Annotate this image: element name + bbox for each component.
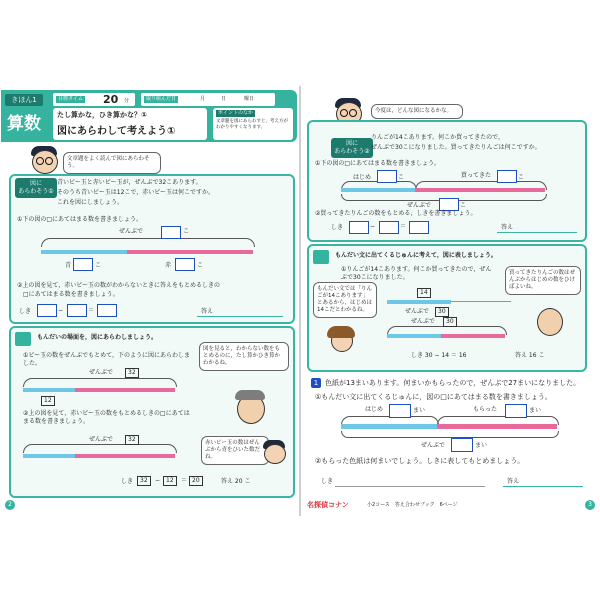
r-s2-zenbu: ぜんぶで bbox=[405, 308, 430, 315]
shiki1-blank-a[interactable] bbox=[37, 304, 57, 317]
intro-bubble: 文章題をよく読んで図にあらわそう。 bbox=[63, 152, 161, 174]
total-unit: こ bbox=[183, 228, 190, 235]
r-s2b-pink-bar bbox=[441, 334, 505, 338]
r-s2-val-14: 14 bbox=[417, 288, 431, 298]
total-label: ぜんぶで bbox=[119, 228, 144, 235]
ex-zenbu-blank[interactable] bbox=[451, 438, 473, 452]
pink-bar bbox=[127, 250, 253, 254]
time-label: 目標タイム bbox=[58, 96, 83, 102]
ans-text-left: 答え 20 こ bbox=[221, 478, 251, 485]
r-katta-blank[interactable] bbox=[497, 170, 517, 183]
professor-avatar-right bbox=[537, 308, 563, 336]
r-problem-line1: りんごが14こあります。何こか買ってきたので， bbox=[371, 134, 505, 141]
time-value: 20 bbox=[103, 93, 119, 106]
house-icon-2 bbox=[313, 250, 329, 264]
shiki2-val-32: 32 bbox=[137, 476, 151, 486]
ex-answer-line bbox=[503, 486, 583, 487]
r-answer-line-1 bbox=[497, 232, 577, 233]
q1-text: ①下の図の□にあてはまる数を書きましょう。 bbox=[17, 216, 143, 223]
zu-tag-2: 図に あらわそう② bbox=[331, 138, 373, 158]
minus-1: − bbox=[58, 307, 64, 314]
side-bubble: 今度は，どんな図になるかな。 bbox=[371, 104, 463, 119]
ex-moratta-blank[interactable] bbox=[505, 404, 527, 418]
date-weekday: 曜日 bbox=[244, 96, 255, 102]
ao-blank[interactable] bbox=[73, 258, 93, 271]
s2b-blue-bar bbox=[23, 454, 75, 458]
r-blue-bar bbox=[341, 188, 415, 192]
r-hajime-blank[interactable] bbox=[377, 170, 397, 183]
conan-glasses-right bbox=[45, 157, 53, 165]
section2-bubble-right: 図を見ると，わからない数をもとめるのに，たし算かひき算かわかるね。 bbox=[199, 342, 289, 371]
s2-total-brace bbox=[23, 378, 177, 387]
section2-bubble-bottom: 赤いビー玉の数はぜんぶから青をひいた数だね。 bbox=[201, 436, 269, 465]
lesson-title-line2: 図にあらわして考えよう① bbox=[57, 126, 176, 137]
total-brace bbox=[41, 238, 255, 247]
r-s2-line bbox=[451, 301, 511, 302]
ex-blue-bar bbox=[341, 424, 437, 429]
problem1-line1: 青いビー玉と赤いビー玉が，ぜんぶで32こあります。 bbox=[57, 179, 202, 186]
shiki2-val-12: 12 bbox=[163, 476, 177, 486]
unit-tag: きほん1 bbox=[5, 94, 43, 106]
ex-bottom-brace bbox=[341, 431, 559, 438]
exercise-q2: ②もらった色紙は何まいでしょう。しきに表してもとめましょう。 bbox=[315, 457, 525, 465]
r-zenbu-unit: こ bbox=[460, 202, 467, 209]
r-shiki-blank-c[interactable] bbox=[409, 221, 429, 234]
r-pink-bar bbox=[415, 188, 545, 192]
point-text: 文章題を図にあらわすと，考え方がわかりやすくなります。 bbox=[216, 119, 288, 130]
shiki1-blank-b[interactable] bbox=[67, 304, 87, 317]
section2-q1: ①ビー玉の数をぜんぶでもとめて，下のように図にあらわしました。 bbox=[23, 352, 191, 367]
girl-hair bbox=[327, 326, 355, 338]
s2b-pink-bar bbox=[75, 454, 175, 458]
shiki2-equals: ＝ bbox=[181, 477, 188, 484]
r-shiki-blank-b[interactable] bbox=[379, 221, 399, 234]
r-shiki-label: しき bbox=[331, 224, 344, 231]
footer-brand: 名探偵コナン bbox=[307, 501, 349, 509]
q2-line1: ②上の図を見て，赤いビー玉の数がわからないときに答えをもとめるしきの bbox=[17, 282, 221, 289]
exercise-number: 1 bbox=[311, 378, 321, 388]
aka-label: 赤 bbox=[165, 262, 172, 269]
conan-glasses-left bbox=[36, 157, 44, 165]
total-blank[interactable] bbox=[161, 226, 181, 239]
q2-line2: □にあてはまる数を書きましょう。 bbox=[23, 291, 119, 298]
r-shiki-blank-a[interactable] bbox=[349, 221, 369, 234]
aka-unit: こ bbox=[197, 262, 204, 269]
book-spread bbox=[0, 86, 600, 516]
conan-glasses-right-l bbox=[340, 109, 348, 117]
page-number-right: 3 bbox=[585, 500, 595, 510]
point-label: ポイントのなか bbox=[218, 110, 254, 116]
ex-pink-bar bbox=[437, 424, 557, 429]
ex-hajime-unit: まい bbox=[413, 407, 426, 414]
r-s2-blue-bar bbox=[387, 300, 451, 304]
s2-total-label: ぜんぶで bbox=[89, 369, 114, 376]
r-hajime-label: はじめ bbox=[353, 174, 372, 181]
time-unit: 分 bbox=[124, 98, 130, 104]
r-section2-q1: ①りんごが14こあります。何こか買ってきたので，ぜんぶで30こになりました。 bbox=[341, 266, 492, 281]
r-kotae-label: 答え bbox=[501, 224, 514, 231]
ex-moratta: もらった bbox=[473, 406, 498, 413]
equals-1: ＝ bbox=[88, 307, 95, 314]
ex-zenbu-unit: まい bbox=[475, 442, 488, 449]
date-month: 月 bbox=[200, 96, 206, 102]
answer-line-1 bbox=[197, 316, 283, 317]
r-s2b-val-30: 30 bbox=[443, 317, 457, 327]
conan-avatar-2 bbox=[264, 444, 286, 464]
s2b-val-32: 32 bbox=[125, 435, 139, 445]
footer-text: 小2コース 答え合わせブック 6ページ bbox=[367, 502, 458, 508]
page-number-left: 2 bbox=[5, 500, 15, 510]
s2-val-32: 32 bbox=[125, 368, 139, 378]
r-problem-line2: ぜんぶで30こになりました。買ってきたりんごは何こですか。 bbox=[371, 144, 541, 151]
kotae-label-1: 答え bbox=[201, 308, 214, 315]
r-katta-label: 買ってきた bbox=[461, 172, 492, 179]
date-label: 取り組んだ日 bbox=[146, 96, 177, 102]
s2-pink-bar bbox=[75, 388, 175, 392]
shiki1-blank-c[interactable] bbox=[97, 304, 117, 317]
r-section2-intro: もんだい文に出てくるじゅんに考えて，図に表しましょう。 bbox=[335, 252, 497, 259]
left-page bbox=[1, 86, 299, 516]
problem1-line2: そのうち青いビー玉は12こで，赤いビー玉は何こですか。 bbox=[57, 189, 215, 196]
conan-glasses-right-r bbox=[349, 109, 357, 117]
r-bubble-right: 買ってきたりんごの数はぜんぶからはじめの数をひけばよいね。 bbox=[505, 266, 581, 295]
r-bubble-left: もんだい文では「りんごが14こあります」とあるから，はじめは14こだとわかるね。 bbox=[313, 282, 377, 318]
exercise-q1: ①もんだい文に出てくるじゅんに，図の□にあてはまる数を書きましょう。 bbox=[315, 393, 552, 401]
professor-hair bbox=[235, 390, 265, 400]
r-s2-val-30: 30 bbox=[435, 307, 449, 317]
shiki2-minus: − bbox=[155, 477, 161, 484]
ex-shiki: しき bbox=[321, 478, 334, 485]
blue-bar bbox=[41, 250, 127, 254]
r-zenbu-label: ぜんぶで bbox=[407, 202, 432, 209]
r-hajime-unit: こ bbox=[398, 174, 405, 181]
zu-tag-1: 図に あらわそう① bbox=[15, 178, 57, 198]
r-katta-unit: こ bbox=[518, 174, 525, 181]
section2-intro: もんだいの場面を，図にあらわしましょう。 bbox=[37, 334, 158, 341]
ao-label: 青 bbox=[65, 262, 72, 269]
r-q2: ②買ってきたりんごの数をもとめる，しきを書きましょう。 bbox=[315, 210, 477, 217]
s2b-total-brace bbox=[23, 444, 177, 453]
s2b-total-label: ぜんぶで bbox=[89, 436, 114, 443]
date-day: 日 bbox=[221, 96, 227, 102]
right-page bbox=[301, 86, 599, 516]
subject-title: 算数 bbox=[7, 114, 41, 134]
problem1-line3: これを図にしましょう。 bbox=[57, 199, 124, 206]
ao-unit: こ bbox=[95, 262, 102, 269]
r-s2-shiki: しき 30 − 14 ＝ 16 bbox=[411, 352, 467, 359]
aka-blank[interactable] bbox=[175, 258, 195, 271]
r-equals: ＝ bbox=[400, 223, 407, 230]
r-s2b-zenbu: ぜんぶで bbox=[411, 318, 436, 325]
exercise-line1: 色紙が13まいあります。何まいかもらったので，ぜんぶで27まいになりました。 bbox=[325, 379, 581, 387]
ex-kotae: 答え bbox=[507, 478, 520, 485]
section2-q2: ②上の図を見て，赤いビー玉の数をもとめるしきの□にあてはまる数を書きましょう。 bbox=[23, 410, 190, 425]
r-minus: − bbox=[370, 223, 376, 230]
shiki-label-1: しき bbox=[19, 308, 32, 315]
shiki2-val-20: 20 bbox=[189, 476, 203, 486]
lesson-title-line1: たし算かな，ひき算かな？① bbox=[57, 111, 147, 119]
r-s2-ans: 答え 16 こ bbox=[515, 352, 545, 359]
s2-blue-bar bbox=[23, 388, 75, 392]
ex-hajime: はじめ bbox=[365, 406, 384, 413]
r-q1: ①下の図の□にあてはまる数を書きましょう。 bbox=[315, 160, 441, 167]
house-icon-1 bbox=[15, 332, 31, 346]
ex-shiki-line bbox=[335, 486, 485, 487]
ex-moratta-unit: まい bbox=[529, 407, 542, 414]
s2-val-12: 12 bbox=[41, 396, 55, 406]
shiki-label-2: しき bbox=[121, 478, 134, 485]
r-s2b-blue-bar bbox=[387, 334, 441, 338]
ex-zenbu: ぜんぶで bbox=[421, 442, 446, 449]
ex-hajime-blank[interactable] bbox=[389, 404, 411, 418]
